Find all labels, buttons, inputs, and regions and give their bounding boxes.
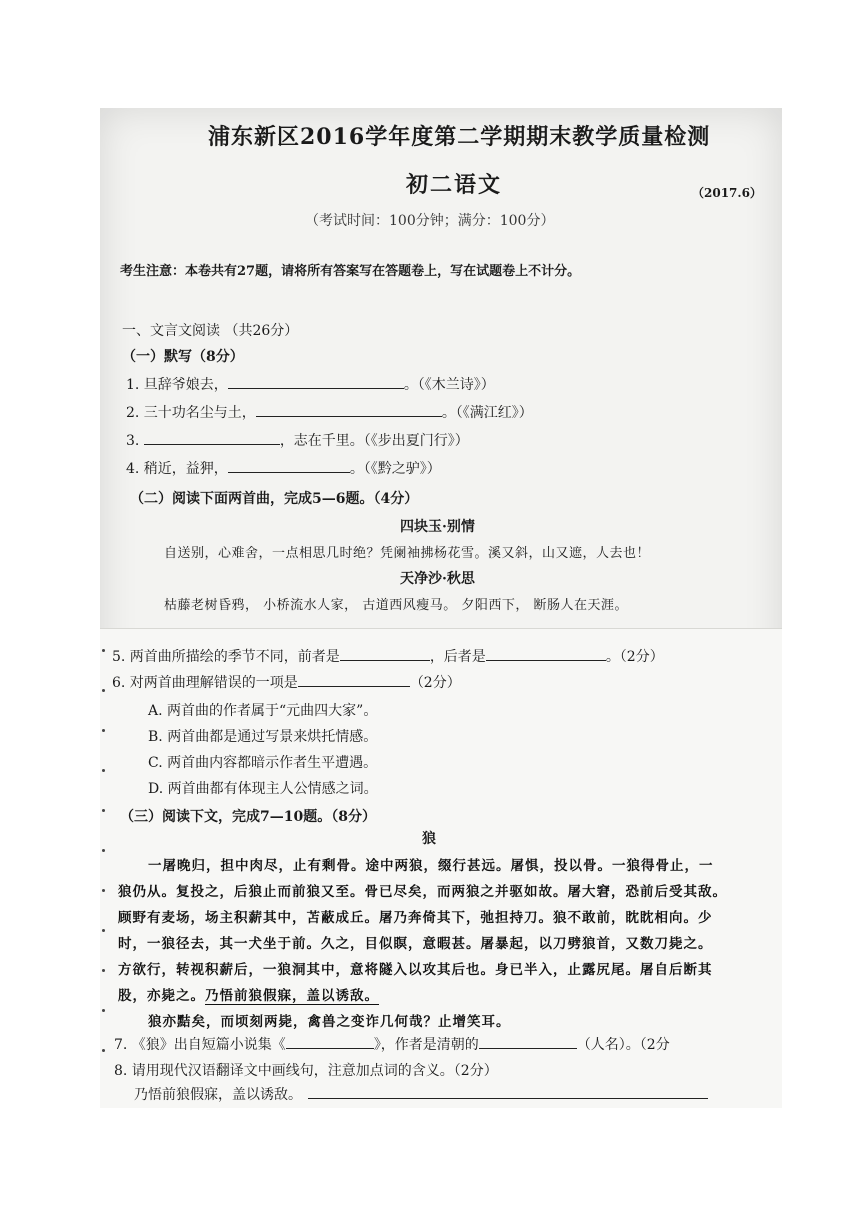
poem1-title: 四块玉·别情 xyxy=(400,519,475,535)
poem2-text: 枯藤老树昏鸦， 小桥流水人家， 古道西风瘦马。 夕阳西下， 断肠人在天涯。 xyxy=(164,598,629,613)
poem2-title: 天净沙·秋思 xyxy=(400,571,475,587)
answer-blank[interactable] xyxy=(228,374,404,389)
dictation-item-3: 3. ，志在千里。（《步出夏门行》） xyxy=(126,430,469,450)
exam-paper xyxy=(100,108,782,1108)
answer-blank[interactable] xyxy=(340,646,430,661)
passage-line-1: 一屠晚归，担中肉尽，止有剩骨。途中两狼，缀行甚远。屠惧，投以骨。一狼得骨止，一 xyxy=(148,858,714,874)
answer-blank[interactable] xyxy=(144,430,280,445)
poem1-text: 自送别，心难舍，一点相思几时绝？凭阑袖拂杨花雪。溪又斜，山又遮，人去也！ xyxy=(164,546,651,561)
answer-blank[interactable] xyxy=(479,1034,577,1049)
question-5: 5. 两首曲所描绘的季节不同，前者是 ，后者是 。（2分） xyxy=(112,646,664,666)
question-8-sentence: 乃悟前狼假寐，盖以诱敌。 xyxy=(134,1084,708,1104)
dictation-item-2: 2. 三十功名尘与土， 。（《满江红》） xyxy=(126,402,533,422)
passage-line-4: 时，一狼径去，其一犬坐于前。久之，目似瞑，意暇甚。屠暴起，以刀劈狼首，又数刀毙之。 xyxy=(118,936,713,952)
exam-date: （2017.6） xyxy=(692,186,762,200)
part2-heading: （二）阅读下面两首曲，完成5—6题。（4分） xyxy=(130,491,419,507)
option-a[interactable]: A. 两首曲的作者属于“元曲四大家”。 xyxy=(148,703,378,719)
answer-blank[interactable] xyxy=(308,1084,708,1099)
question-7: 7. 《狼》出自短篇小说集《 》，作者是清朝的 （人名）。（2分 xyxy=(114,1034,670,1054)
answer-blank[interactable] xyxy=(298,672,410,687)
underlined-sentence: 乃悟前狼假寐，盖以诱敌。 xyxy=(205,988,379,1004)
dictation-item-4: 4. 稍近，益狎， 。（《黔之驴》） xyxy=(126,458,441,478)
dictation-item-1: 1. 旦辞爷娘去， 。（《木兰诗》） xyxy=(126,374,495,394)
part1-heading: （一）默写（8分） xyxy=(122,349,244,365)
passage-line-6: 股，亦毙之。乃悟前狼假寐，盖以诱敌。 xyxy=(118,988,379,1004)
option-c[interactable]: C. 两首曲内容都暗示作者生平遭遇。 xyxy=(148,755,378,771)
passage-line-3: 顾野有麦场，场主积薪其中，苫蔽成丘。屠乃奔倚其下，弛担持刀。狼不敢前，眈眈相向。少 xyxy=(118,910,713,926)
exam-title: 浦东新区2016学年度第二学期期末教学质量检测 xyxy=(208,124,711,150)
answer-blank[interactable] xyxy=(228,458,350,473)
answer-blank[interactable] xyxy=(256,402,442,417)
answer-blank[interactable] xyxy=(286,1034,374,1049)
part3-heading: （三）阅读下文，完成7—10题。（8分） xyxy=(120,809,376,825)
passage-line-7: 狼亦黠矣，而顷刻两毙，禽兽之变诈几何哉？止增笑耳。 xyxy=(148,1014,511,1030)
answer-blank[interactable] xyxy=(486,646,606,661)
question-6: 6. 对两首曲理解错误的一项是 （2分） xyxy=(112,672,461,692)
candidate-notice: 考生注意：本卷共有27题，请将所有答案写在答题卷上，写在试题卷上不计分。 xyxy=(120,264,581,279)
option-d[interactable]: D. 两首曲都有体现主人公情感之词。 xyxy=(148,781,378,797)
section-heading: 一、文言文阅读 （共26分） xyxy=(122,323,299,339)
passage-title: 狼 xyxy=(422,831,436,847)
option-b[interactable]: B. 两首曲都是通过写景来烘托情感。 xyxy=(148,729,378,745)
passage-line-2: 狼仍从。复投之，后狼止而前狼又至。骨已尽矣，而两狼之并驱如故。屠大窘，恐前后受其敌。 xyxy=(118,884,727,900)
subject-title: 初二语文 xyxy=(406,172,503,198)
exam-info: （考试时间：100分钟；满分：100分） xyxy=(305,213,555,229)
passage-line-5: 方欲行，转视积薪后，一狼洞其中，意将隧入以攻其后也。身已半入，止露尻尾。屠自后断其 xyxy=(118,962,713,978)
question-8: 8. 请用现代汉语翻译文中画线句，注意加点词的含义。（2分） xyxy=(114,1063,498,1079)
